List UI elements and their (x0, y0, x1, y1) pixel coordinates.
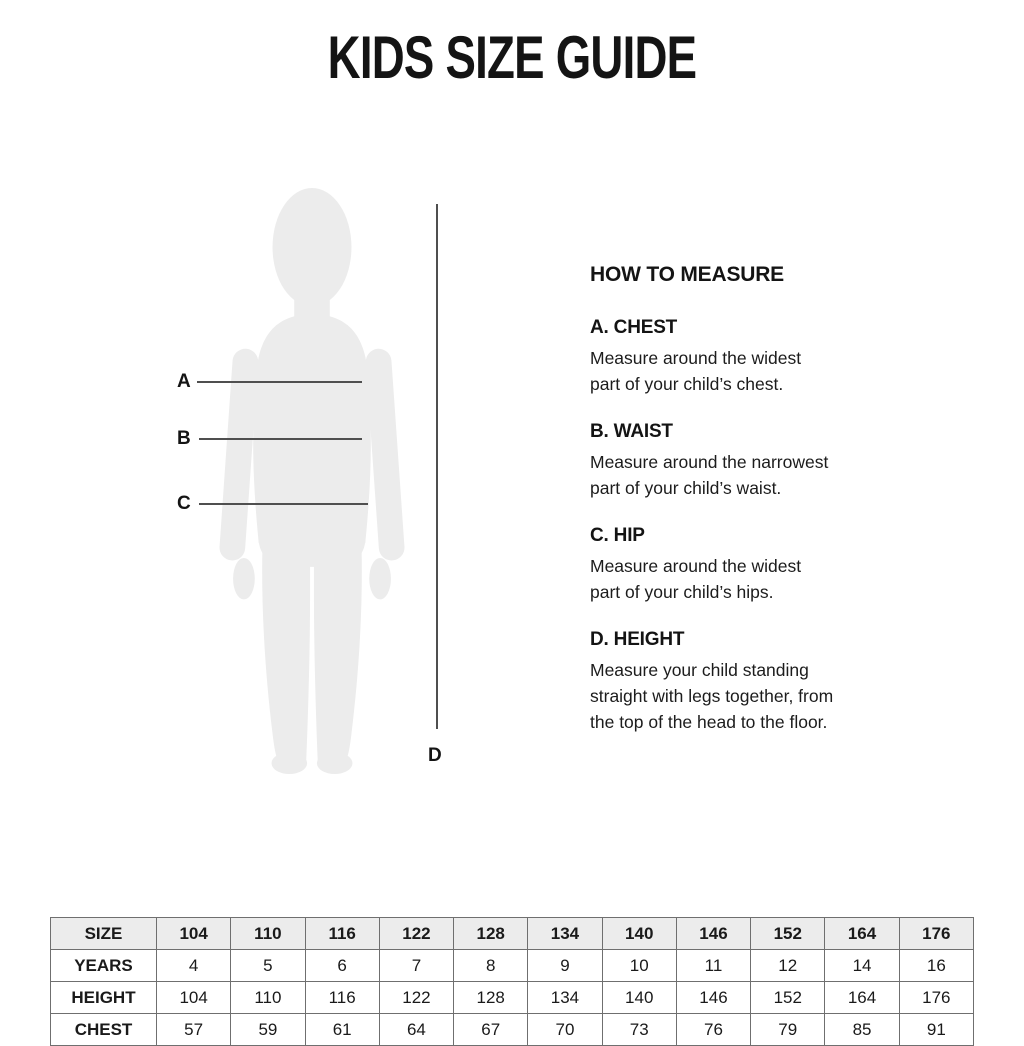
table-cell: 140 (602, 982, 676, 1014)
measure-section-label: C. HIP (590, 525, 645, 546)
measure-section-text: Measure around the narrowest (590, 452, 829, 472)
size-col-header: 152 (751, 918, 825, 950)
table-cell: 6 (305, 950, 379, 982)
measure-section-label: D. HEIGHT (590, 629, 685, 650)
child-silhouette-illustration (222, 186, 402, 778)
measure-section-label: A. CHEST (590, 317, 678, 338)
table-cell: 122 (379, 982, 453, 1014)
size-table (50, 917, 974, 1046)
measure-section-text: the top of the head to the floor. (590, 712, 828, 732)
table-cell: 79 (751, 1014, 825, 1046)
measure-section-text: Measure around the widest (590, 556, 802, 576)
row-label: YEARS (51, 950, 157, 982)
size-col-header: 116 (305, 918, 379, 950)
measure-section-height (590, 629, 890, 735)
row-label: HEIGHT (51, 982, 157, 1014)
table-cell: 67 (454, 1014, 528, 1046)
measure-section-text: Measure around the widest (590, 348, 802, 368)
measure-section-hip (590, 525, 890, 605)
table-cell: 176 (899, 982, 973, 1014)
table-cell: 57 (157, 1014, 231, 1046)
table-cell: 10 (602, 950, 676, 982)
waist-measure-line (199, 438, 362, 440)
how-to-measure-heading: HOW TO MEASURE (590, 263, 784, 286)
chest-measure-line (197, 381, 362, 383)
measure-section-text: part of your child’s chest. (590, 374, 784, 394)
marker-label-d: D (428, 745, 442, 766)
table-cell: 61 (305, 1014, 379, 1046)
table-cell: 7 (379, 950, 453, 982)
table-cell: 16 (899, 950, 973, 982)
table-cell: 14 (825, 950, 899, 982)
table-cell: 8 (454, 950, 528, 982)
measure-section-text: Measure your child standing (590, 660, 809, 680)
measure-section-text: part of your child’s hips. (590, 582, 774, 602)
table-cell: 59 (231, 1014, 305, 1046)
size-col-header: 122 (379, 918, 453, 950)
measure-section-text: straight with legs together, from (590, 686, 834, 706)
table-cell: 11 (676, 950, 750, 982)
table-cell: 134 (528, 982, 602, 1014)
marker-label-c: C (177, 493, 191, 514)
table-row-years (51, 950, 974, 982)
table-cell: 4 (157, 950, 231, 982)
size-col-header: 146 (676, 918, 750, 950)
measure-section-chest (590, 317, 890, 397)
marker-label-b: B (177, 428, 191, 449)
table-cell: 5 (231, 950, 305, 982)
table-cell: 64 (379, 1014, 453, 1046)
size-col-header: SIZE (51, 918, 157, 950)
table-cell: 73 (602, 1014, 676, 1046)
table-cell: 12 (751, 950, 825, 982)
size-col-header: 140 (602, 918, 676, 950)
marker-label-a: A (177, 371, 191, 392)
table-cell: 70 (528, 1014, 602, 1046)
table-row-height (51, 982, 974, 1014)
page-title: KIDS SIZE GUIDE (327, 24, 697, 92)
table-cell: 9 (528, 950, 602, 982)
size-col-header: 110 (231, 918, 305, 950)
table-cell: 128 (454, 982, 528, 1014)
table-cell: 164 (825, 982, 899, 1014)
table-cell: 152 (751, 982, 825, 1014)
size-col-header: 134 (528, 918, 602, 950)
table-cell: 104 (157, 982, 231, 1014)
table-cell: 146 (676, 982, 750, 1014)
how-to-measure-section (590, 263, 890, 759)
table-cell: 116 (305, 982, 379, 1014)
table-row-chest (51, 1014, 974, 1046)
size-col-header: 176 (899, 918, 973, 950)
measure-section-text: part of your child’s waist. (590, 478, 782, 498)
row-label: CHEST (51, 1014, 157, 1046)
table-cell: 110 (231, 982, 305, 1014)
size-col-header: 128 (454, 918, 528, 950)
table-cell: 91 (899, 1014, 973, 1046)
table-cell: 76 (676, 1014, 750, 1046)
measure-section-label: B. WAIST (590, 421, 673, 442)
hip-measure-line (199, 503, 368, 505)
size-col-header: 164 (825, 918, 899, 950)
measure-section-waist (590, 421, 890, 501)
height-measure-line (436, 204, 438, 729)
table-header-row (51, 918, 974, 950)
size-col-header: 104 (157, 918, 231, 950)
table-cell: 85 (825, 1014, 899, 1046)
